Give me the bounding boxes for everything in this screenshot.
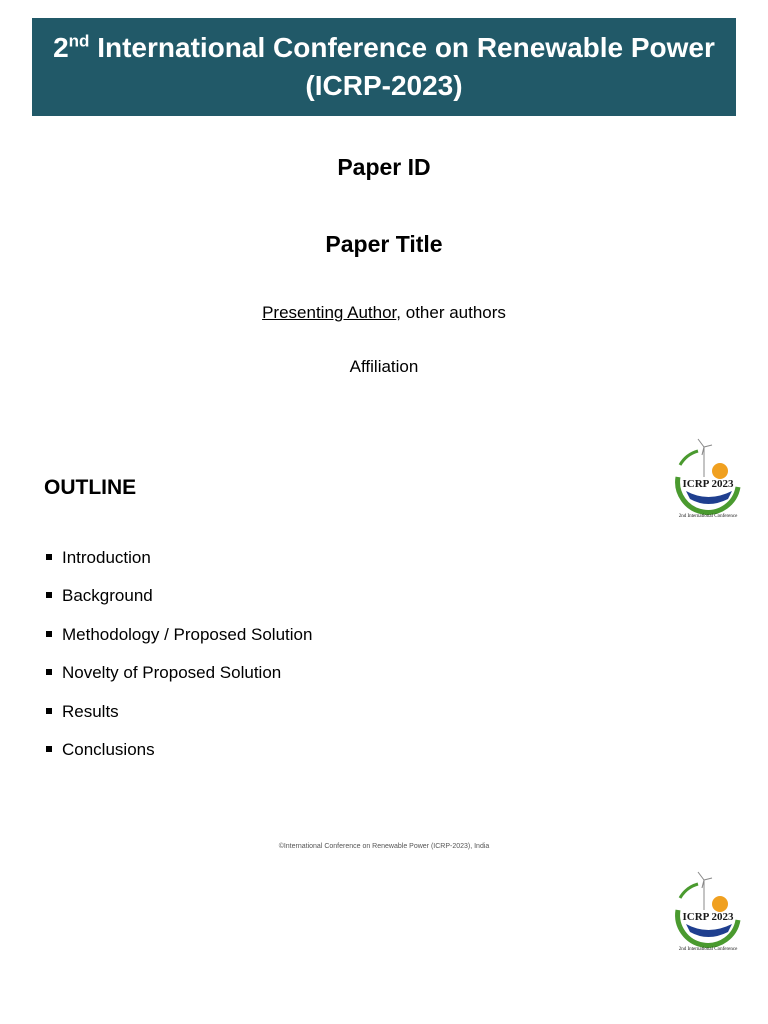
paper-title: Paper Title	[325, 231, 443, 257]
list-item-label: Methodology / Proposed Solution	[62, 624, 313, 644]
paper-id: Paper ID	[337, 154, 431, 180]
list-item-label: Introduction	[62, 548, 151, 567]
list-item-label: Background	[62, 586, 153, 606]
list-item-label: Novelty of Proposed Solution	[62, 663, 282, 683]
outline-list	[44, 548, 312, 778]
square-bullet-icon	[46, 592, 52, 598]
other-authors: , other authors	[396, 303, 506, 322]
list-item-label: Results	[62, 701, 119, 721]
affiliation: Affiliation	[349, 357, 419, 376]
outline-heading: OUTLINE	[44, 476, 137, 499]
list-item	[44, 548, 312, 586]
list-item	[44, 625, 312, 663]
icrp-logo-icon	[668, 437, 748, 521]
square-bullet-icon	[46, 631, 52, 637]
square-bullet-icon	[46, 708, 52, 714]
icrp-logo-bottom	[668, 870, 748, 954]
list-item	[44, 663, 312, 701]
banner-ordinal-suffix: nd	[68, 31, 90, 51]
banner-title-line1	[53, 29, 715, 67]
conference-banner	[32, 18, 736, 116]
copyright-footer: ©International Conference on Renewable Power (ICRP-2023), India	[278, 843, 490, 850]
list-item	[44, 740, 312, 778]
list-item	[44, 702, 312, 740]
list-item-label: Conclusions	[62, 739, 155, 759]
authors-line	[0, 303, 768, 323]
banner-ordinal-number: 2	[53, 32, 69, 63]
banner-title-rest: International Conference on Renewable Power	[89, 32, 715, 63]
presenting-author: Presenting Author	[262, 303, 397, 322]
logo-caption: 2nd International Conference	[678, 947, 738, 952]
square-bullet-icon	[46, 746, 52, 752]
logo-text: ICRP 2023	[682, 911, 734, 923]
list-item	[44, 586, 312, 624]
banner-title-line2: (ICRP-2023)	[305, 70, 463, 101]
square-bullet-icon	[46, 669, 52, 675]
logo-caption: 2nd International Conference	[678, 514, 738, 519]
icrp-logo-top	[668, 437, 748, 521]
logo-text: ICRP 2023	[682, 478, 734, 490]
icrp-logo-icon	[668, 870, 748, 954]
square-bullet-icon	[46, 554, 52, 560]
